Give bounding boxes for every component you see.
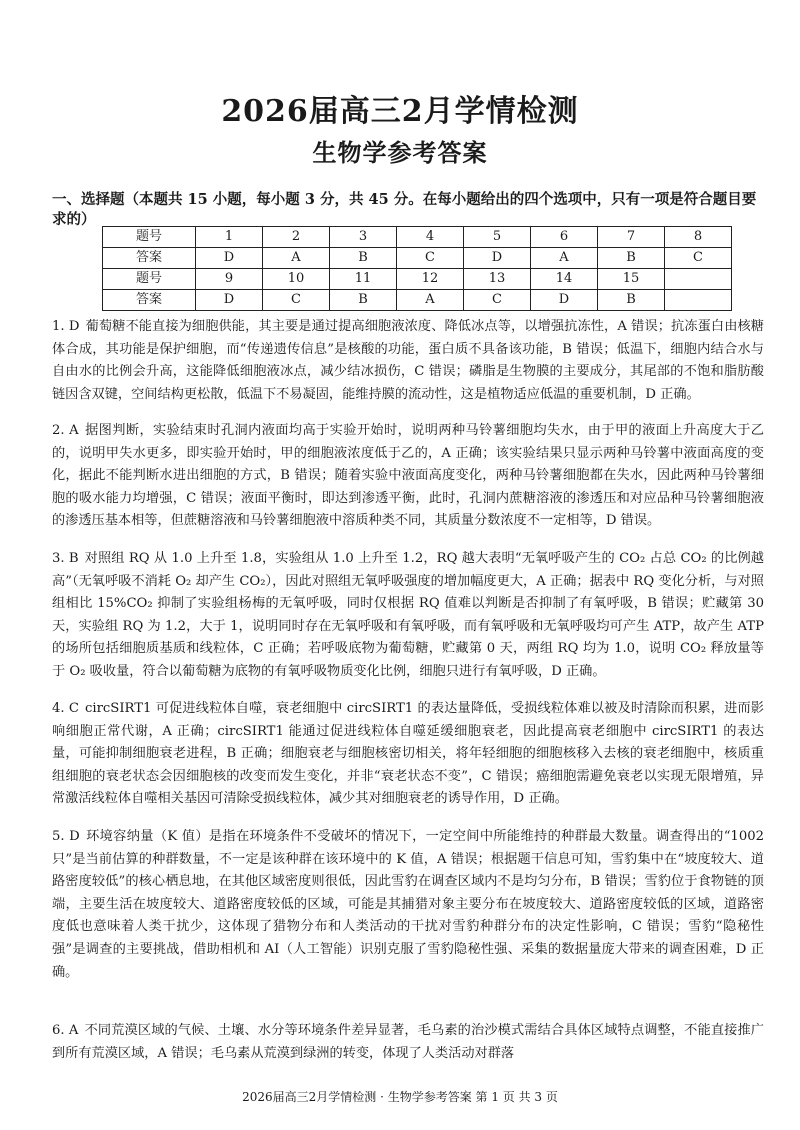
- explanation-text: 据图判断，实验结束时孔洞内液面均高于实验开始时，说明两种马铃薯细胞均失水，由于甲的液面上升高度大于乙的，说明甲失水更多，即实验开始时，甲的细胞液浓度低于乙的，A 正确；该实验结果只显示两种马铃薯中液面高度的变化，据此不能判断水进出细胞的方式，B 错误；随着实验中液面高度变化，两种马铃薯细胞都在失水，因此两种马铃薯细胞的吸水能力均增强，C 错误；液面平衡时，即达到渗透平衡，此时，孔洞内蔗糖溶液的渗透压和对应品种马铃薯细胞液的渗透压基本相等，但蔗糖溶液和马铃薯细胞液中溶质种类不同，其质量分数浓度不一定相等，D 错误。: [52, 423, 764, 529]
- answer-cell: D: [196, 290, 263, 311]
- table-row: [103, 290, 732, 311]
- answer-cell: C: [397, 248, 464, 269]
- answer-key-subtitle: 生物学参考答案: [312, 138, 488, 167]
- table-header-cell: 答案: [103, 290, 196, 311]
- answer-cell: C: [665, 248, 732, 269]
- answer-cell: A: [531, 248, 598, 269]
- question-number-cell: 3: [330, 227, 397, 248]
- question-number-cell: 2: [263, 227, 330, 248]
- table-row: [103, 227, 732, 248]
- answer-cell: B: [330, 290, 397, 311]
- question-number-cell: 12: [397, 269, 464, 290]
- explanation-number: 1. D: [52, 319, 80, 334]
- question-number-cell: 15: [598, 269, 665, 290]
- table-header-cell: 答案: [103, 248, 196, 269]
- answer-cell: A: [397, 290, 464, 311]
- table-row: [103, 269, 732, 290]
- question-number-cell: 11: [330, 269, 397, 290]
- explanation-text: 葡萄糖不能直接为细胞供能，其主要是通过提高细胞液浓度、降低冰点等，以增强抗冻性，A 错误；抗冻蛋白由核糖体合成，其功能是保护细胞，而“传递遗传信息”是核酸的功能，蛋白质不具备该功能，B 错误；低温下，细胞内结合水与自由水的比例会升高，这能降低细胞液冰点，减少结冰损伤，C 错误；磷脂是生物膜的主要成分，其尾部的不饱和脂肪酸链因含双键，空间结构更松散，低温下不易凝固，能维持膜的流动性，这是植物适应低温的重要机制，D 正确。: [52, 319, 764, 402]
- explanation-number: 2. A: [52, 423, 79, 438]
- explanation-item: [52, 826, 764, 984]
- explanation-text: 对照组 RQ 从 1.0 上升至 1.8，实验组从 1.0 上升至 1.2，RQ 越大表明“无氧呼吸产生的 CO₂ 占总 CO₂ 的比例越高”（无氧呼吸不消耗 O₂ 却产生 CO₂），因此对照组无氧呼吸强度的增加幅度更大，A 正确；据表中 RQ 变化分析，与对照组相比 15%CO₂ 抑制了实验组杨梅的无氧呼吸，同时仅根据 RQ 值难以判断是否抑制了有氧呼吸，B 错误；贮藏第 30 天，实验组 RQ 为 1.2，大于 1，说明同时存在无氧呼吸和有氧呼吸，而有氧呼吸和无氧呼吸均可产生 ATP，故产生 ATP 的场所包括细胞质基质和线粒体，C 正确；若呼吸底物为葡萄糖，贮藏第 0 天，两组 RQ 均为 1.0，说明 CO₂ 释放量等于 O₂ 吸收量，符合以葡萄糖为底物的有氧呼吸物质变化比例，细胞只进行有氧呼吸，D 正确。: [52, 551, 764, 679]
- question-number-cell: 9: [196, 269, 263, 290]
- section-heading: 一、选择题（本题共 15 小题，每小题 3 分，共 45 分。在每小题给出的四个选项中，只有一项是符合题目要求的）: [52, 191, 757, 228]
- answer-cell: B: [598, 290, 665, 311]
- exam-title: 2026届高三2月学情检测: [221, 94, 579, 129]
- explanation-number: 3. B: [52, 551, 79, 566]
- explanation-item: [52, 420, 764, 533]
- question-number-cell: 6: [531, 227, 598, 248]
- question-number-cell: 14: [531, 269, 598, 290]
- explanation-item: [52, 1020, 764, 1065]
- explanation-text: 不同荒漠区域的气候、土壤、水分等环境条件差异显著，毛乌素的治沙模式需结合具体区域特点调整，不能直接推广到所有荒漠区域，A 错误；毛乌素从荒漠到绿洲的转变，体现了人类活动对群落: [52, 1023, 764, 1061]
- table-header-cell: 题号: [103, 269, 196, 290]
- answer-cell: D: [531, 290, 598, 311]
- table-header-cell: 题号: [103, 227, 196, 248]
- explanation-number: 5. D: [52, 829, 80, 844]
- question-number-cell: 4: [397, 227, 464, 248]
- explanation-number: 4. C: [52, 701, 80, 716]
- answer-table: [102, 226, 732, 311]
- question-number-cell: 8: [665, 227, 732, 248]
- explanation-number: 6. A: [52, 1023, 79, 1038]
- page-footer: 2026届高三2月学情检测 · 生物学参考答案 第 1 页 共 3 页: [242, 1090, 558, 1104]
- empty-cell: [665, 290, 732, 311]
- table-row: [103, 248, 732, 269]
- explanation-text: 环境容纳量（K 值）是指在环境条件不受破坏的情况下，一定空间中所能维持的种群最大数量。调查得出的“1002 只”是当前估算的种群数量，不一定是该种群在该环境中的 K 值，A 错误；根据题干信息可知，雪豹集中在“坡度较大、道路密度较低”的核心栖息地，在其他区域密度则很低，因此雪豹在调查区域内不是均匀分布，B 错误；雪豹位于食物链的顶端，主要生活在坡度较大、道路密度较低的区域，可能是其捕猎对象主要分布在坡度较大、道路密度较低的区域，道路密度低也意味着人类干扰少，这体现了猎物分布和人类活动的干扰对雪豹种群分布的决定性影响，C 错误；雪豹“隐秘性强”是调查的主要挑战，借助相机和 AI（人工智能）识别克服了雪豹隐秘性强、采集的数据量庞大带来的调查困难，D 正确。: [52, 829, 764, 980]
- question-number-cell: 13: [464, 269, 531, 290]
- answer-cell: D: [196, 248, 263, 269]
- answer-cell: A: [263, 248, 330, 269]
- explanation-text: circSIRT1 可促进线粒体自噬，衰老细胞中 circSIRT1 的表达量降低，受损线粒体难以被及时清除而积累，进而影响细胞正常代谢，A 正确；circSIRT1 能通过促进线粒体自噬延缓细胞衰老，因此提高衰老细胞中 circSIRT1 的表达量，可能抑制细胞衰老进程，B 正确；细胞衰老与细胞核密切相关，将年轻细胞的细胞核移入去核的衰老细胞中，核质重组细胞的衰老状态会因细胞核的改变而发生变化，并非“衰老状态不变”，C 错误；癌细胞需避免衰老以实现无限增殖，异常激活线粒体自噬相关基因可清除受损线粒体，减少其对细胞衰老的诱导作用，D 正确。: [52, 701, 764, 807]
- answer-cell: C: [464, 290, 531, 311]
- question-number-cell: 10: [263, 269, 330, 290]
- answer-cell: D: [464, 248, 531, 269]
- question-number-cell: 5: [464, 227, 531, 248]
- explanation-item: [52, 548, 764, 684]
- question-number-cell: 1: [196, 227, 263, 248]
- answer-cell: B: [598, 248, 665, 269]
- explanation-item: [52, 698, 764, 811]
- empty-cell: [665, 269, 732, 290]
- answer-cell: C: [263, 290, 330, 311]
- answer-cell: B: [330, 248, 397, 269]
- question-number-cell: 7: [598, 227, 665, 248]
- explanation-item: [52, 316, 764, 406]
